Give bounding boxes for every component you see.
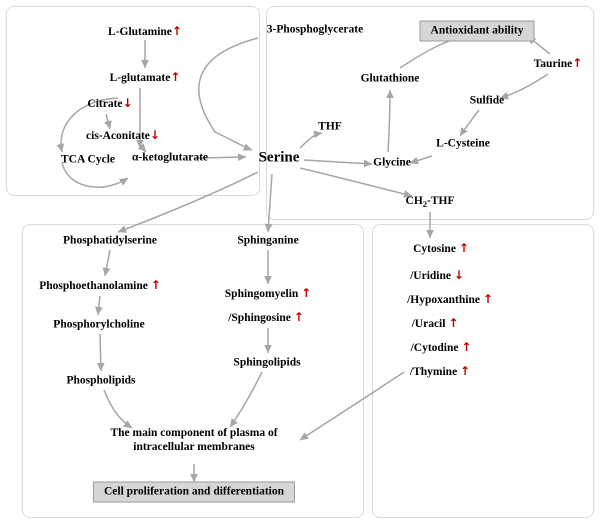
down-arrow-icon: ↓: [149, 128, 160, 142]
node-sphingomyelin: [225, 287, 311, 301]
node-antioxidant-ability: [420, 21, 535, 42]
node-hypoxanthine: [407, 293, 493, 307]
node-membranes: [94, 426, 294, 454]
down-arrow-icon: ↓: [453, 268, 464, 282]
node-cell-proliferation: [93, 482, 295, 503]
node-label: Phosphoethanolamine: [39, 280, 148, 292]
node-thf: [318, 121, 342, 134]
node-label: Citrate: [87, 98, 123, 110]
node-label: Phosphorylcholine: [53, 318, 145, 331]
node-label: Sphingomyelin: [224, 288, 299, 300]
node-label: Antioxidant ability: [430, 24, 524, 37]
node-label: /Cytodine: [410, 342, 459, 354]
up-arrow-icon: ↑: [170, 70, 181, 84]
node-label: L-glutamate: [109, 72, 171, 84]
node-label: cis-Aconitate: [86, 130, 150, 142]
node-uridine: [410, 269, 464, 283]
up-arrow-icon: ↑: [293, 310, 304, 324]
node-label: /Uridine: [410, 270, 451, 282]
node-sphinganine: [237, 235, 298, 248]
node-label: α-ketoglutarate: [131, 151, 209, 164]
up-arrow-icon: ↑: [301, 286, 312, 300]
up-arrow-icon: ↑: [482, 292, 493, 306]
node-label: The main component of plasma of intracellular membranes: [110, 427, 278, 453]
up-arrow-icon: ↑: [171, 24, 182, 38]
node-glutathione: [361, 73, 420, 86]
node-cytosine: [413, 242, 469, 256]
node-label: Sphingolipids: [233, 356, 301, 369]
node-label: Cytosine: [413, 243, 456, 255]
node-taurine: [534, 57, 583, 71]
node-glycine: [373, 157, 411, 170]
node-label: Phosphatidylserine: [63, 234, 157, 247]
up-arrow-icon: ↑: [461, 340, 472, 354]
up-arrow-icon: ↑: [460, 364, 471, 378]
node-label: THF: [318, 120, 342, 133]
panel-lower-left: [22, 224, 364, 518]
up-arrow-icon: ↑: [458, 241, 469, 255]
node-citrate: [87, 97, 132, 111]
node-cytodine: [411, 341, 472, 355]
node-label: L-Cysteine: [436, 137, 490, 150]
node-sulfide: [470, 95, 505, 108]
node-l-glutamate: [110, 71, 181, 85]
down-arrow-icon: ↓: [122, 96, 133, 110]
node-l-glutamine: [108, 25, 182, 39]
node-sphingolipids: [233, 357, 300, 370]
up-arrow-icon: ↑: [572, 56, 583, 70]
node-label: /Thymine: [409, 366, 458, 378]
node-uracil: [412, 317, 459, 331]
node-label: Serine: [258, 149, 300, 166]
node-tca-cycle: [61, 154, 115, 167]
node-label: /Hypoxanthine: [407, 294, 480, 306]
node-label: Taurine: [533, 58, 573, 70]
node-label: Cell proliferation and differentiation: [103, 485, 285, 498]
node-phosphatidylserine: [63, 235, 157, 248]
node-l-cysteine: [436, 138, 490, 151]
node-label: Sulfide: [469, 94, 505, 107]
node-serine: [258, 149, 300, 166]
node-label: Sphinganine: [237, 234, 299, 247]
node-ch2-thf: [406, 195, 455, 211]
node-label: Glycine: [373, 156, 411, 169]
panel-lower-right: [372, 224, 594, 518]
node-label: /Uracil: [411, 318, 446, 330]
up-arrow-icon: ↑: [150, 278, 161, 292]
node-label: $CH_2$-THF: [405, 194, 455, 210]
up-arrow-icon: ↑: [448, 316, 459, 330]
node-phospholipids: [66, 375, 135, 388]
node-label: L-Glutamine: [108, 26, 172, 38]
node-cis-aconitate: [86, 129, 160, 143]
node-label: Glutathione: [360, 72, 420, 85]
node-alpha-ketoglutarate: [132, 152, 208, 165]
node-label: TCA Cycle: [61, 153, 115, 166]
node-thymine: [410, 365, 470, 379]
node-phosphoethanolamine: [39, 279, 161, 293]
node-phosphorylcholine: [53, 319, 144, 332]
node-sphingosine: [228, 311, 304, 325]
node-label: 3-Phosphoglycerate: [266, 23, 364, 36]
node-label: Phospholipids: [66, 374, 136, 387]
node-3-phosphoglycerate: [267, 24, 363, 37]
node-label: /Sphingosine: [228, 312, 291, 324]
